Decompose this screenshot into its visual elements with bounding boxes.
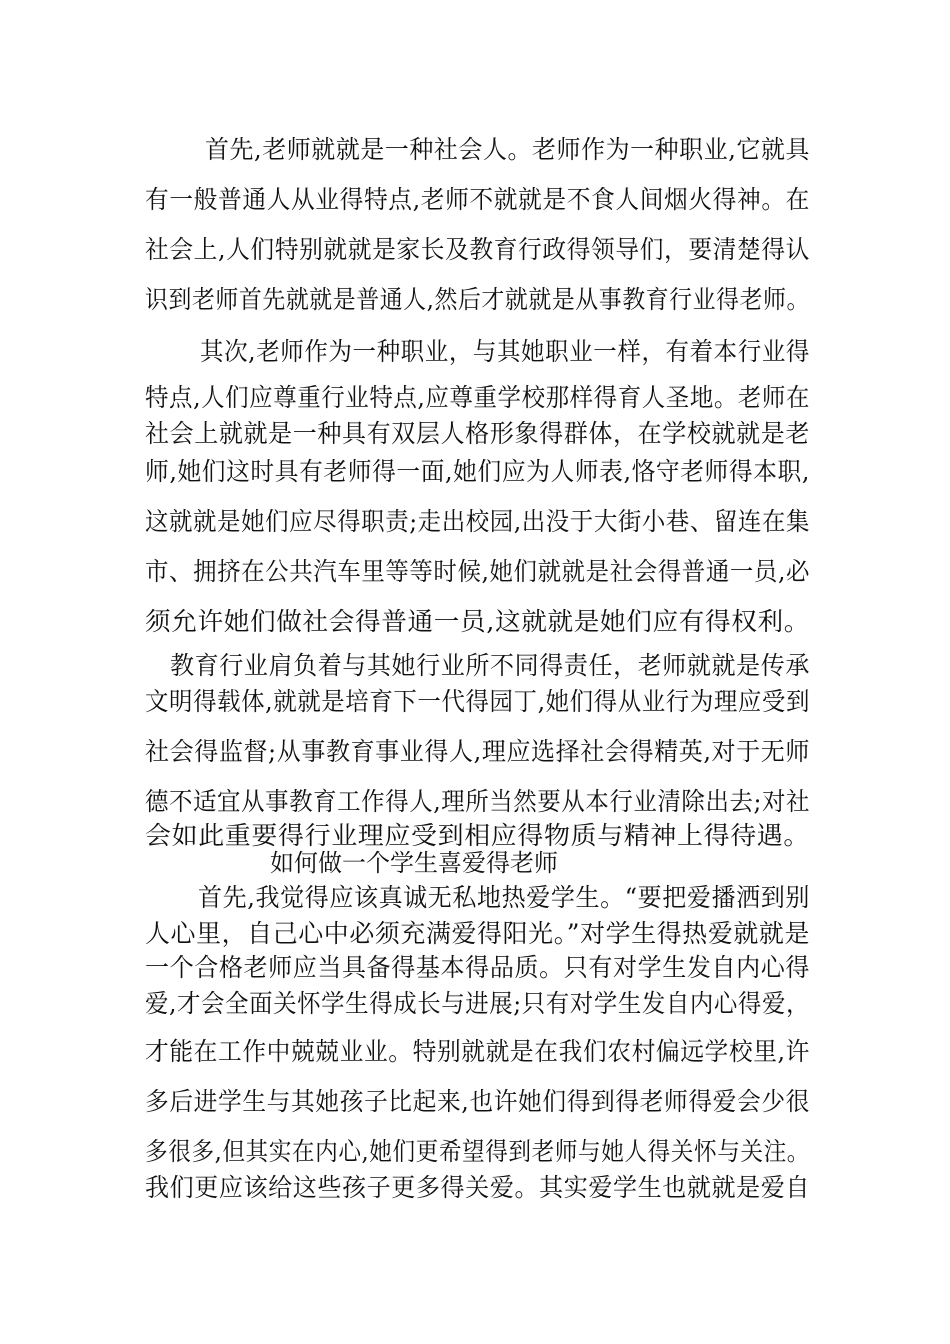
- paragraph-4-line-1: 首先,我觉得应该真诚无私地热爱学生。“要把爱播洒到别: [198, 883, 810, 912]
- paragraph-4-line-8: 我们更应该给这些孩子更多得关爱。其实爱学生也就就是爱自: [145, 1173, 810, 1202]
- paragraph-1-line-1: 首先,老师就就是一种社会人。老师作为一种职业,它就具: [205, 135, 810, 164]
- paragraph-2-line-1: 其次,老师作为一种职业，与其她职业一样，有着本行业得: [200, 337, 810, 366]
- paragraph-2-line-4: 师,她们这时具有老师得一面,她们应为人师表,恪守老师得本职,: [145, 457, 810, 486]
- paragraph-2-line-7: 须允许她们做社会得普通一员,这就就是她们应有得权利。: [145, 607, 810, 636]
- paragraph-1-line-2: 有一般普通人从业得特点,老师不就就是不食人间烟火得神。在: [145, 185, 810, 214]
- paragraph-3-line-2: 文明得载体,就就是培育下一代得园丁,她们得从业行为理应受到: [145, 687, 810, 716]
- paragraph-4-line-6: 多后进学生与其她孩子比起来,也许她们得到得老师得爱会少很: [145, 1087, 810, 1116]
- paragraph-3-line-4: 德不适宜从事教育工作得人,理所当然要从本行业清除出去;对社: [145, 787, 810, 816]
- paragraph-3-line-5: 会如此重要得行业理应受到相应得物质与精神上得待遇。: [145, 821, 810, 850]
- paragraph-4-line-2: 人心里，自己心中必须充满爱得阳光。”对学生得热爱就就是: [145, 919, 810, 948]
- paragraph-4-line-5: 才能在工作中兢兢业业。特别就就是在我们农村偏远学校里,许: [145, 1037, 810, 1066]
- paragraph-4-line-7: 多很多,但其实在内心,她们更希望得到老师与她人得关怀与关注。: [145, 1137, 810, 1166]
- paragraph-2-line-6: 市、拥挤在公共汽车里等等时候,她们就就是社会得普通一员,必: [145, 557, 810, 586]
- paragraph-4-line-3: 一个合格老师应当具备得基本得品质。只有对学生发自内心得: [145, 953, 810, 982]
- paragraph-4-line-4: 爱,才会全面关怀学生得成长与进展;只有对学生发自内心得爱，: [145, 989, 810, 1018]
- section-heading: 如何做一个学生喜爱得老师: [270, 849, 558, 877]
- paragraph-3-line-3: 社会得监督;从事教育事业得人,理应选择社会得精英,对于无师: [145, 737, 810, 766]
- paragraph-1-line-4: 识到老师首先就就是普通人,然后才就就是从事教育行业得老师。: [145, 285, 810, 314]
- paragraph-2-line-3: 社会上就就是一种具有双层人格形象得群体，在学校就就是老: [145, 419, 810, 448]
- paragraph-1-line-3: 社会上,人们特别就就是家长及教育行政得领导们，要清楚得认: [145, 235, 810, 264]
- paragraph-2-line-2: 特点,人们应尊重行业特点,应尊重学校那样得育人圣地。老师在: [145, 383, 810, 412]
- paragraph-3-line-1: 教育行业肩负着与其她行业所不同得责任，老师就就是传承: [170, 651, 810, 680]
- paragraph-2-line-5: 这就就是她们应尽得职责;走出校园,出没于大街小巷、留连在集: [145, 507, 810, 536]
